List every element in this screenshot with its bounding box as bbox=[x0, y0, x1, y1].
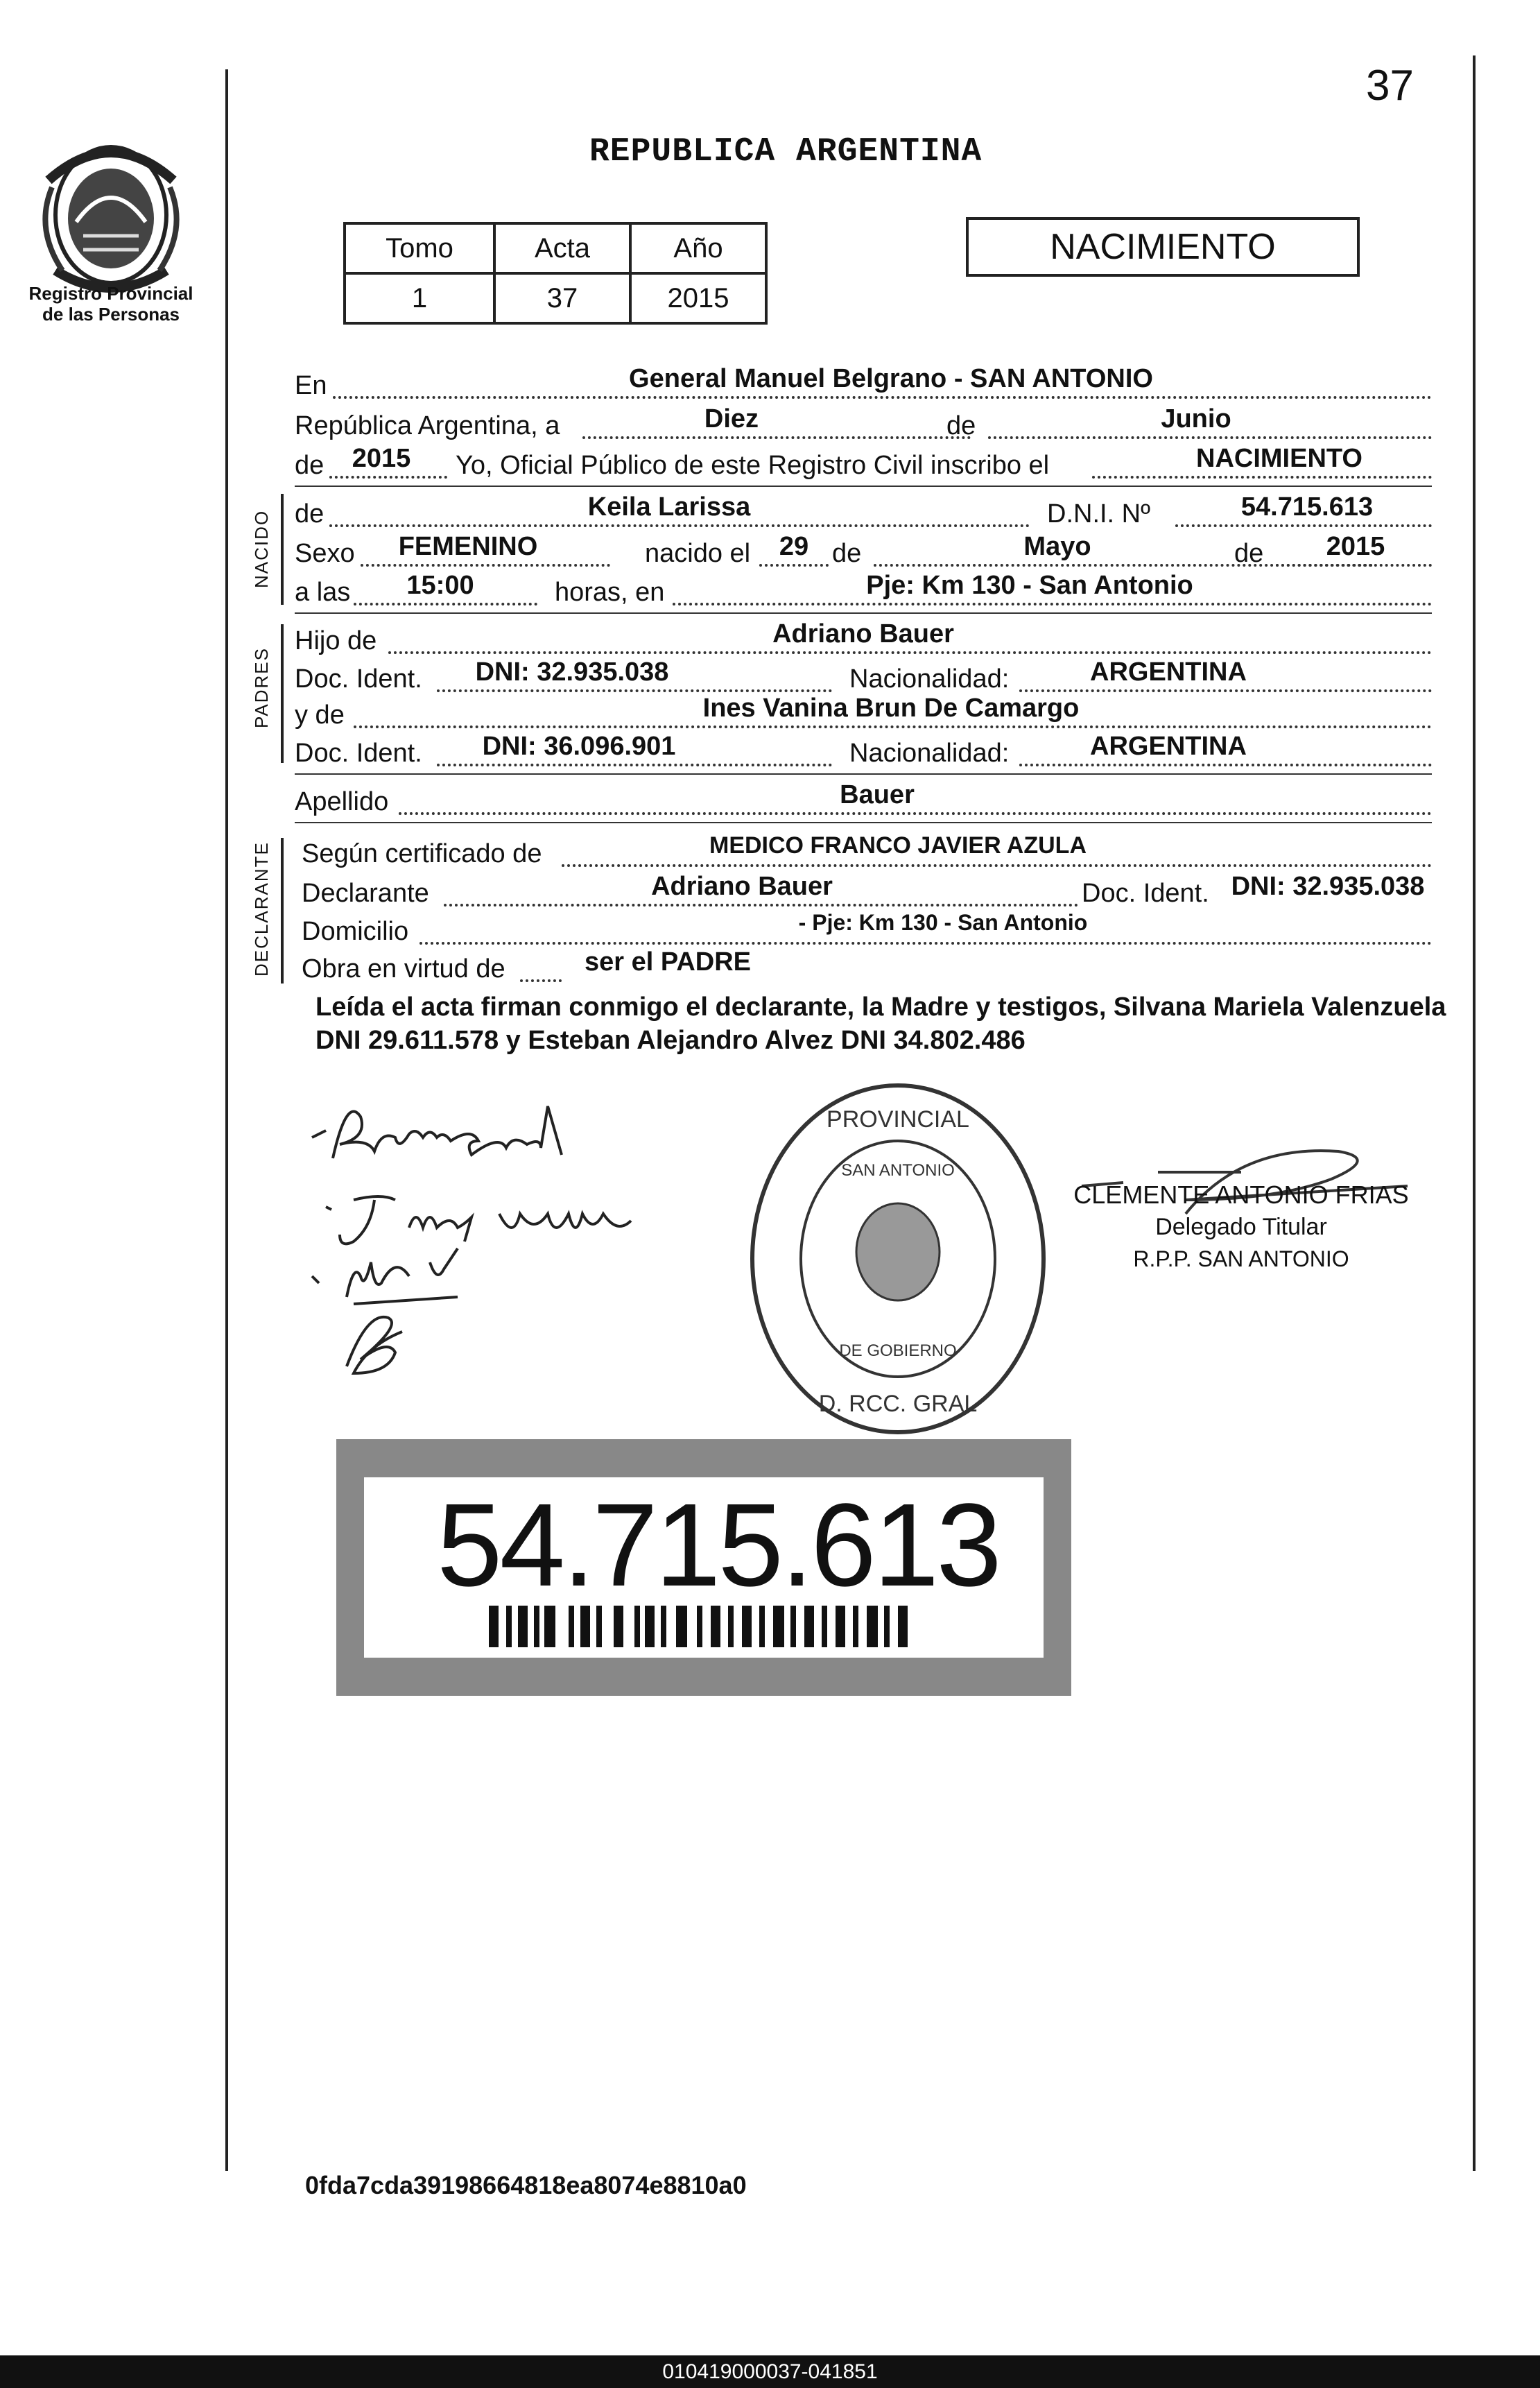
svg-text:DE GOBIERNO: DE GOBIERNO bbox=[839, 1341, 957, 1360]
signature-witness bbox=[305, 1242, 471, 1311]
signature-initials bbox=[333, 1304, 416, 1380]
label-doc-ident-father: Doc. Ident. bbox=[295, 664, 422, 694]
value-dni: 54.715.613 bbox=[1240, 492, 1374, 522]
value-certificate: MEDICO FRANCO JAVIER AZULA bbox=[709, 832, 1087, 859]
value-acta: 37 bbox=[494, 273, 630, 323]
row-mother bbox=[295, 694, 1432, 732]
value-ano: 2015 bbox=[630, 273, 766, 323]
row-place bbox=[295, 364, 1432, 403]
delegate-title: Delegado Titular bbox=[1155, 1214, 1327, 1240]
row-surname bbox=[295, 780, 1432, 819]
value-declarant: Adriano Bauer bbox=[651, 872, 833, 901]
label-dni: D.N.I. Nº bbox=[1047, 499, 1150, 529]
act-type-box: NACIMIENTO bbox=[966, 217, 1360, 277]
value-year: 2015 bbox=[352, 444, 411, 473]
value-capacity: ser el PADRE bbox=[584, 947, 752, 977]
label-de-month2: de bbox=[832, 539, 862, 568]
value-father-doc: DNI: 32.935.038 bbox=[475, 658, 669, 687]
row-inscription bbox=[295, 444, 1432, 483]
label-sexo: Sexo bbox=[295, 539, 355, 568]
label-apellido: Apellido bbox=[295, 787, 389, 816]
label-declarante: Declarante bbox=[302, 879, 429, 908]
value-sex: FEMENINO bbox=[398, 532, 538, 561]
label-nacionalidad-father: Nacionalidad: bbox=[849, 664, 1010, 694]
logo-caption bbox=[14, 283, 208, 325]
value-day: Diez bbox=[704, 404, 759, 433]
label-hijo-de: Hijo de bbox=[295, 626, 377, 655]
closing-text: Leída el acta firman conmigo el declarante, la Madre y testigos, Silvana Mariela Valenzuela DNI 29.611.578 y Esteban Alejandro Alvez DNI 34.802.486 bbox=[315, 993, 1446, 1055]
value-mother-doc: DNI: 36.096.901 bbox=[482, 732, 676, 761]
label-de-name: de bbox=[295, 499, 325, 529]
bracket-nacido bbox=[281, 494, 284, 605]
bracket-declarante bbox=[281, 838, 284, 983]
label-republica: República Argentina, a bbox=[295, 411, 560, 440]
page-number: 37 bbox=[1366, 62, 1414, 110]
label-doc-ident-mother: Doc. Ident. bbox=[295, 739, 422, 768]
value-surname: Bauer bbox=[840, 780, 915, 809]
header-acta: Acta bbox=[494, 223, 630, 273]
label-horas-en: horas, en bbox=[555, 578, 665, 607]
value-father-nat: ARGENTINA bbox=[1090, 658, 1247, 687]
section-nacido: NACIDO bbox=[251, 509, 272, 588]
value-birth-month: Mayo bbox=[1023, 532, 1091, 561]
label-domicilio: Domicilio bbox=[302, 917, 409, 946]
row-time-place bbox=[295, 571, 1432, 610]
label-segun: Según certificado de bbox=[302, 839, 542, 868]
bracket-padres bbox=[281, 624, 284, 763]
value-address: - Pje: Km 130 - San Antonio bbox=[798, 910, 1088, 935]
value-month: Junio bbox=[1161, 404, 1231, 433]
label-de-year: de bbox=[295, 451, 325, 480]
right-margin-line bbox=[1473, 55, 1476, 2171]
row-address bbox=[295, 910, 1432, 949]
delegate-stamp bbox=[1054, 1179, 1428, 1275]
value-tomo: 1 bbox=[345, 273, 494, 323]
label-en: En bbox=[295, 371, 327, 400]
label-nacionalidad-mother: Nacionalidad: bbox=[849, 739, 1010, 768]
row-father-doc bbox=[295, 658, 1432, 696]
svg-text:PROVINCIAL: PROVINCIAL bbox=[827, 1106, 969, 1133]
label-de-month: de bbox=[946, 411, 976, 440]
delegate-name: CLEMENTE ANTONIO FRIAS bbox=[1073, 1180, 1409, 1209]
row-certificate bbox=[295, 832, 1432, 871]
row-capacity bbox=[295, 947, 1432, 986]
left-margin-line bbox=[225, 69, 228, 2171]
label-yo: Yo, Oficial Público de este Registro Civil inscribo el bbox=[456, 451, 1050, 480]
row-mother-doc bbox=[295, 732, 1432, 771]
label-a-las: a las bbox=[295, 578, 351, 607]
value-father: Adriano Bauer bbox=[772, 619, 954, 648]
label-obra: Obra en virtud de bbox=[302, 954, 505, 983]
row-name bbox=[295, 492, 1432, 531]
value-birth-place: Pje: Km 130 - San Antonio bbox=[866, 571, 1193, 600]
record-table bbox=[343, 222, 768, 325]
value-mother: Ines Vanina Brun De Camargo bbox=[702, 694, 1080, 723]
value-declarant-doc: DNI: 32.935.038 bbox=[1231, 872, 1425, 901]
footer-code: 010419000037-041851 bbox=[0, 2355, 1540, 2388]
value-act: NACIMIENTO bbox=[1196, 444, 1362, 473]
value-time: 15:00 bbox=[406, 571, 474, 600]
value-place: General Manuel Belgrano - SAN ANTONIO bbox=[629, 364, 1153, 393]
label-y-de: y de bbox=[295, 701, 345, 730]
row-sex-birth bbox=[295, 532, 1432, 571]
value-name: Keila Larissa bbox=[587, 492, 751, 522]
section-declarante: DECLARANTE bbox=[251, 841, 272, 977]
label-doc-ident-declarant: Doc. Ident. bbox=[1082, 879, 1209, 908]
barcode-number: 54.715.613 bbox=[437, 1479, 999, 1611]
value-birth-year: 2015 bbox=[1326, 532, 1385, 561]
document-title: REPUBLICA ARGENTINA bbox=[589, 133, 983, 171]
header-tomo: Tomo bbox=[345, 223, 494, 273]
registry-seal bbox=[745, 1079, 1050, 1439]
document-hash: 0fda7cda39198664818ea8074e8810a0 bbox=[305, 2171, 747, 2199]
row-declarant bbox=[295, 872, 1432, 911]
logo-caption-line2: de las Personas bbox=[42, 304, 180, 325]
section-padres: PADRES bbox=[251, 647, 272, 728]
svg-text:SAN ANTONIO: SAN ANTONIO bbox=[841, 1161, 955, 1180]
row-date bbox=[295, 404, 1432, 443]
value-mother-nat: ARGENTINA bbox=[1090, 732, 1247, 761]
svg-text:D. RCC. GRAL: D. RCC. GRAL bbox=[818, 1391, 978, 1417]
label-de-year2: de bbox=[1234, 539, 1264, 568]
logo-caption-line1: Registro Provincial bbox=[28, 283, 193, 304]
row-father bbox=[295, 619, 1432, 658]
value-birth-day: 29 bbox=[779, 532, 809, 561]
header-ano: Año bbox=[630, 223, 766, 273]
label-nacido: nacido el bbox=[645, 539, 751, 568]
signature-father bbox=[305, 1082, 638, 1179]
delegate-office: R.P.P. SAN ANTONIO bbox=[1133, 1246, 1349, 1271]
